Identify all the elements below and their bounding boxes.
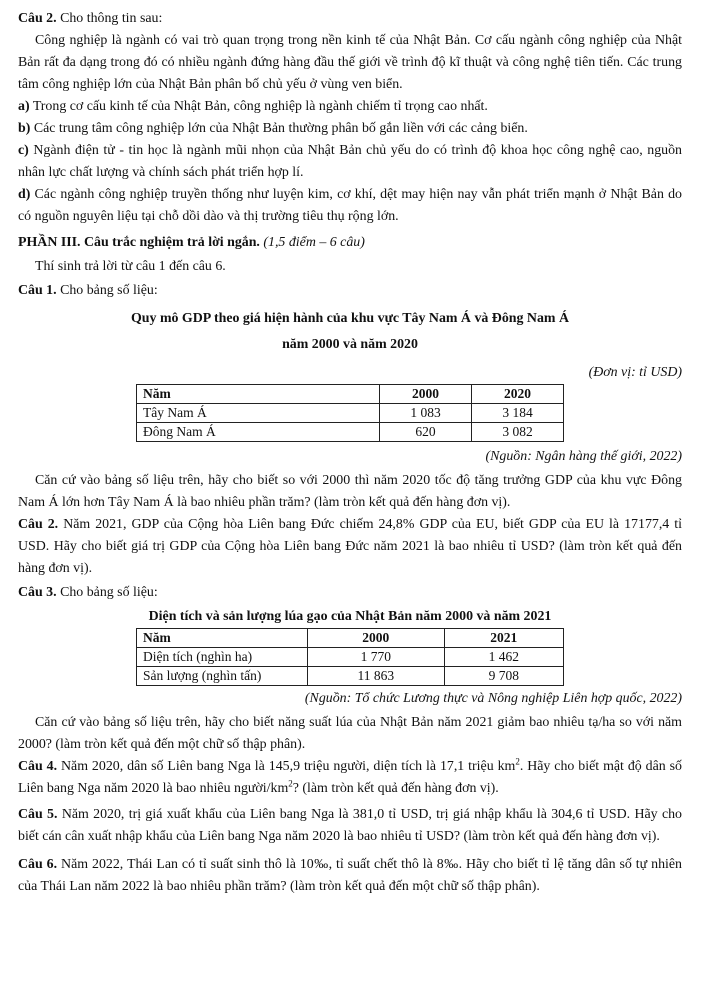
option-c: [18, 140, 682, 184]
q5-text: [18, 804, 682, 848]
q3-question: Căn cứ vào bảng số liệu trên, hãy cho biết năng suất lúa của Nhật Bản năm 2021 giảm bao nhiêu tạ/ha so với năm 2000? (làm tròn kết quả đến một chữ số thập phân).: [18, 715, 682, 752]
partII-q2-passage: Công nghiệp là ngành có vai trò quan trọng trong nền kinh tế của Nhật Bản. Cơ cấu ngành công nghiệp của Nhật Bản rất đa dạng trong đó có nhiều ngành đứng hàng đầu thế giới về trình độ kĩ thuật và công nghệ tiên tiến. Các trung tâm công nghiệp lớn của Nhật Bản phân bố chủ yếu ở vùng ven biển.: [18, 33, 682, 92]
table-cell: 9 708: [444, 667, 563, 686]
table-row: [137, 648, 564, 667]
question-label: Câu 2.: [18, 11, 57, 26]
q3-intro: [18, 582, 682, 604]
question-label: Câu 4.: [18, 759, 58, 774]
table-header-row: [137, 385, 564, 404]
q1-question: Căn cứ vào bảng số liệu trên, hãy cho biết so với 2000 thì năm 2020 tốc độ tăng trưởng GDP của khu vực Đông Nam Á lớn hơn Tây Nam Á là bao nhiêu phần trăm? (làm tròn kết quả đến hàng đơn vị).: [18, 473, 682, 510]
table-cell: 11 863: [308, 667, 445, 686]
table-row: [137, 423, 564, 442]
option-a: [18, 96, 682, 118]
table-cell: Sản lượng (nghìn tấn): [137, 667, 308, 686]
option-letter: b): [18, 121, 31, 136]
table-cell: Đông Nam Á: [137, 423, 380, 442]
table-cell: 1 083: [380, 404, 472, 423]
option-text: Ngành điện tử - tin học là ngành mũi nhọn của Nhật Bản chủ yếu do có trình độ khoa học công nghệ cao, nguồn nhân lực chất lượng và chính sách phát triển hợp lí.: [18, 143, 682, 180]
superscript: 2: [288, 778, 293, 789]
question-intro: Cho thông tin sau:: [60, 11, 163, 26]
question-label: Câu 6.: [18, 857, 58, 872]
partIII-instruction: Thí sinh trả lời từ câu 1 đến câu 6.: [35, 259, 226, 274]
question-label: Câu 3.: [18, 585, 57, 600]
q3-table-title: Diện tích và sản lượng lúa gạo của Nhật Bản năm 2000 và năm 2021: [148, 609, 552, 624]
option-letter: a): [18, 99, 30, 114]
question-label: Câu 2.: [18, 517, 59, 532]
question-label: Câu 5.: [18, 807, 58, 822]
q1-source: (Nguồn: Ngân hàng thế giới, 2022): [485, 449, 682, 464]
table-cell: 1 770: [308, 648, 445, 667]
q1-intro: [18, 280, 682, 302]
table-header-row: [137, 629, 564, 648]
exam-page: [18, 8, 682, 898]
option-letter: d): [18, 187, 31, 202]
partII-q2-intro: [18, 8, 682, 30]
table-header-cell: 2020: [472, 385, 564, 404]
q1-unit: (Đơn vị: tỉ USD): [588, 365, 682, 380]
question-text: . Hãy cho biết mật độ dân số Liên bang Nga năm 2020 là bao nhiêu người/km: [18, 759, 682, 796]
table-cell: Diện tích (nghìn ha): [137, 648, 308, 667]
table-row: [137, 404, 564, 423]
question-text: Năm 2022, Thái Lan có tỉ suất sinh thô là 10‰, tỉ suất chết thô là 8‰. Hãy cho biết tỉ lệ tăng dân số tự nhiên của Thái Lan năm 2022 là bao nhiêu phần trăm? (làm tròn kết quả đến một chữ số thập phân).: [18, 857, 682, 894]
option-text: Trong cơ cấu kinh tế của Nhật Bản, công nghiệp là ngành chiếm tỉ trọng cao nhất.: [32, 99, 488, 114]
question-text: ? (làm tròn kết quả đến hàng đơn vị).: [292, 781, 499, 796]
q4-text: [18, 756, 682, 800]
table-header-cell: Năm: [137, 629, 308, 648]
question-text: Năm 2021, GDP của Cộng hòa Liên bang Đức chiếm 24,8% GDP của EU, biết GDP của EU là 17177,4 tỉ USD. Hãy cho biết giá trị GDP của Cộng hòa Liên bang Đức năm 2021 là bao nhiêu tỉ USD? (làm tròn kết quả đến hàng đơn vị).: [18, 517, 682, 576]
table-header-cell: 2000: [308, 629, 445, 648]
question-intro: Cho bảng số liệu:: [60, 585, 158, 600]
section-note: (1,5 điểm – 6 câu): [263, 235, 365, 250]
option-b: [18, 118, 682, 140]
q3-source: (Nguồn: Tổ chức Lương thực và Nông nghiệp Liên hợp quốc, 2022): [304, 691, 682, 706]
table-cell: 620: [380, 423, 472, 442]
q3-table: [136, 628, 564, 686]
option-text: Các trung tâm công nghiệp lớn của Nhật Bản thường phân bố gắn liền với các cảng biển.: [33, 121, 528, 136]
q1-table: [136, 384, 564, 442]
section-title: PHẦN III. Câu trắc nghiệm trả lời ngắn.: [18, 235, 260, 250]
table-header-cell: Năm: [137, 385, 380, 404]
table-cell: 3 082: [472, 423, 564, 442]
question-text: Năm 2020, dân số Liên bang Nga là 145,9 triệu người, diện tích là 17,1 triệu km: [61, 759, 516, 774]
option-text: Các ngành công nghiệp truyền thống như luyện kim, cơ khí, dệt may hiện nay vẫn phát triển mạnh ở Nhật Bản do có nguồn nguyên liệu tại chỗ dồi dào và thị trường tiêu thụ rộng lớn.: [18, 187, 682, 224]
table-row: [137, 667, 564, 686]
partIII-title: [18, 232, 682, 254]
superscript: 2: [515, 756, 520, 767]
question-label: Câu 1.: [18, 283, 57, 298]
option-d: [18, 184, 682, 228]
table-header-cell: 2021: [444, 629, 563, 648]
q6-text: [18, 854, 682, 898]
option-letter: c): [18, 143, 29, 158]
q1-table-title-1: Quy mô GDP theo giá hiện hành của khu vực Tây Nam Á và Đông Nam Á: [131, 311, 569, 326]
table-cell: Tây Nam Á: [137, 404, 380, 423]
question-intro: Cho bảng số liệu:: [60, 283, 158, 298]
table-header-cell: 2000: [380, 385, 472, 404]
table-cell: 1 462: [444, 648, 563, 667]
q2-text: [18, 514, 682, 580]
question-text: Năm 2020, trị giá xuất khẩu của Liên bang Nga là 381,0 tỉ USD, trị giá nhập khẩu là 304,6 tỉ USD. Hãy cho biết cán cân xuất nhập khẩu của Liên bang Nga năm 2020 là bao nhiêu tỉ USD? (làm tròn kết quả đến hàng đơn vị).: [18, 807, 682, 844]
table-cell: 3 184: [472, 404, 564, 423]
q1-table-title-2: năm 2000 và năm 2020: [282, 337, 418, 352]
